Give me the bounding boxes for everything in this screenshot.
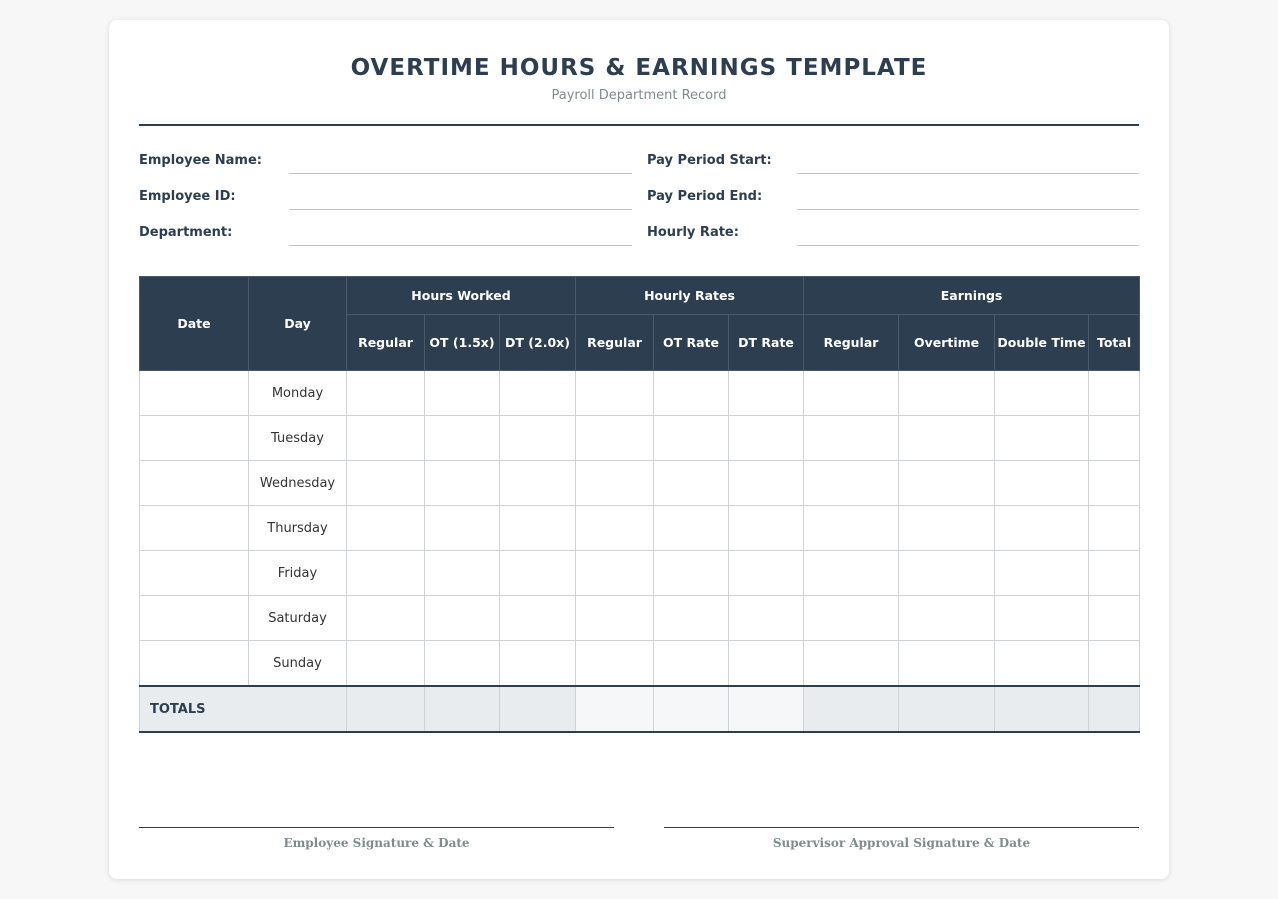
employee-id-label: Employee ID: bbox=[139, 189, 236, 204]
total-earnings-regular-cell[interactable] bbox=[804, 686, 899, 732]
hours-ot-cell[interactable] bbox=[425, 371, 500, 416]
earnings-double-time-cell[interactable] bbox=[995, 641, 1089, 687]
rate-regular-cell[interactable] bbox=[576, 596, 654, 641]
page-title: OVERTIME HOURS & EARNINGS TEMPLATE bbox=[350, 55, 928, 81]
hours-regular-cell[interactable] bbox=[347, 371, 425, 416]
rate-regular-cell[interactable] bbox=[576, 506, 654, 551]
supervisor-signature-line[interactable] bbox=[664, 827, 1139, 828]
hours-regular-cell[interactable] bbox=[347, 641, 425, 687]
day-cell: Thursday bbox=[249, 506, 347, 551]
earnings-regular-cell[interactable] bbox=[804, 506, 899, 551]
earnings-overtime-cell[interactable] bbox=[899, 596, 995, 641]
page-subtitle: Payroll Department Record bbox=[551, 88, 727, 103]
column-header-earnings-total: Total bbox=[1089, 315, 1140, 371]
column-header-earnings-overtime: Overtime bbox=[899, 315, 995, 371]
earnings-double-time-cell[interactable] bbox=[995, 596, 1089, 641]
rate-ot-cell[interactable] bbox=[654, 506, 729, 551]
earnings-total-cell[interactable] bbox=[1089, 461, 1140, 506]
hourly-rate-label: Hourly Rate: bbox=[647, 225, 739, 240]
column-header-rate-dt: DT Rate bbox=[729, 315, 804, 371]
earnings-double-time-cell[interactable] bbox=[995, 551, 1089, 596]
employee-name-label: Employee Name: bbox=[139, 153, 262, 168]
supervisor-signature-block bbox=[664, 827, 1139, 850]
date-cell[interactable] bbox=[140, 416, 249, 461]
column-header-hours-ot: OT (1.5x) bbox=[425, 315, 500, 371]
earnings-total-cell[interactable] bbox=[1089, 506, 1140, 551]
info-row-3 bbox=[139, 216, 1139, 252]
earnings-regular-cell[interactable] bbox=[804, 551, 899, 596]
table-row bbox=[140, 506, 1140, 551]
earnings-total-cell[interactable] bbox=[1089, 641, 1140, 687]
column-header-rate-regular: Regular bbox=[576, 315, 654, 371]
timesheet-card bbox=[109, 20, 1169, 879]
column-header-earnings-regular: Regular bbox=[804, 315, 899, 371]
column-header-date: Date bbox=[140, 277, 249, 371]
earnings-overtime-cell[interactable] bbox=[899, 371, 995, 416]
column-header-rate-ot: OT Rate bbox=[654, 315, 729, 371]
table-row bbox=[140, 416, 1140, 461]
date-cell[interactable] bbox=[140, 641, 249, 687]
earnings-total-cell[interactable] bbox=[1089, 371, 1140, 416]
pay-period-end-label: Pay Period End: bbox=[647, 189, 763, 204]
earnings-regular-cell[interactable] bbox=[804, 641, 899, 687]
hours-dt-cell[interactable] bbox=[500, 461, 576, 506]
earnings-overtime-cell[interactable] bbox=[899, 461, 995, 506]
hours-dt-cell[interactable] bbox=[500, 596, 576, 641]
earnings-regular-cell[interactable] bbox=[804, 461, 899, 506]
hours-dt-cell[interactable] bbox=[500, 551, 576, 596]
total-hours-ot-cell[interactable] bbox=[425, 686, 500, 732]
rate-ot-cell[interactable] bbox=[654, 461, 729, 506]
earnings-total-cell[interactable] bbox=[1089, 551, 1140, 596]
earnings-regular-cell[interactable] bbox=[804, 371, 899, 416]
rate-regular-cell[interactable] bbox=[576, 416, 654, 461]
total-earnings-overtime-cell[interactable] bbox=[899, 686, 995, 732]
earnings-overtime-cell[interactable] bbox=[899, 641, 995, 687]
totals-label: TOTALS bbox=[140, 686, 347, 732]
total-rate-regular-cell bbox=[576, 686, 654, 732]
hours-ot-cell[interactable] bbox=[425, 416, 500, 461]
hours-regular-cell[interactable] bbox=[347, 551, 425, 596]
overtime-table bbox=[139, 276, 1140, 733]
day-cell: Monday bbox=[249, 371, 347, 416]
hours-regular-cell[interactable] bbox=[347, 596, 425, 641]
hours-dt-cell[interactable] bbox=[500, 506, 576, 551]
hours-ot-cell[interactable] bbox=[425, 596, 500, 641]
employee-signature-label: Employee Signature & Date bbox=[283, 836, 470, 850]
date-cell[interactable] bbox=[140, 596, 249, 641]
totals-row bbox=[140, 686, 1140, 732]
group-header-earnings: Earnings bbox=[804, 277, 1140, 315]
table-group-header-row bbox=[140, 277, 1140, 315]
date-cell[interactable] bbox=[140, 371, 249, 416]
total-rate-dt-cell bbox=[729, 686, 804, 732]
rate-dt-cell[interactable] bbox=[729, 596, 804, 641]
hours-regular-cell[interactable] bbox=[347, 506, 425, 551]
column-header-hours-dt: DT (2.0x) bbox=[500, 315, 576, 371]
earnings-total-cell[interactable] bbox=[1089, 416, 1140, 461]
department-field[interactable] bbox=[289, 245, 632, 246]
day-cell: Friday bbox=[249, 551, 347, 596]
day-cell: Sunday bbox=[249, 641, 347, 687]
rate-ot-cell[interactable] bbox=[654, 641, 729, 687]
rate-regular-cell[interactable] bbox=[576, 461, 654, 506]
column-header-hours-regular: Regular bbox=[347, 315, 425, 371]
day-cell: Saturday bbox=[249, 596, 347, 641]
pay-period-start-field[interactable] bbox=[797, 173, 1139, 174]
date-cell[interactable] bbox=[140, 461, 249, 506]
rate-ot-cell[interactable] bbox=[654, 551, 729, 596]
column-header-day: Day bbox=[249, 277, 347, 371]
table-row bbox=[140, 371, 1140, 416]
employee-signature-line[interactable] bbox=[139, 827, 614, 828]
rate-regular-cell[interactable] bbox=[576, 641, 654, 687]
pay-period-end-field[interactable] bbox=[797, 209, 1139, 210]
table-row bbox=[140, 641, 1140, 687]
day-cell: Wednesday bbox=[249, 461, 347, 506]
hours-dt-cell[interactable] bbox=[500, 416, 576, 461]
rate-regular-cell[interactable] bbox=[576, 371, 654, 416]
table-row bbox=[140, 551, 1140, 596]
pay-period-start-label: Pay Period Start: bbox=[647, 153, 772, 168]
date-cell[interactable] bbox=[140, 551, 249, 596]
rate-ot-cell[interactable] bbox=[654, 371, 729, 416]
employee-id-field[interactable] bbox=[289, 209, 632, 210]
earnings-double-time-cell[interactable] bbox=[995, 371, 1089, 416]
info-row-1 bbox=[139, 144, 1139, 180]
group-header-hours-worked: Hours Worked bbox=[347, 277, 576, 315]
info-row-2 bbox=[139, 180, 1139, 216]
hours-regular-cell[interactable] bbox=[347, 461, 425, 506]
department-label: Department: bbox=[139, 225, 233, 240]
earnings-double-time-cell[interactable] bbox=[995, 416, 1089, 461]
hours-ot-cell[interactable] bbox=[425, 551, 500, 596]
column-header-earnings-double-time: Double Time bbox=[995, 315, 1089, 371]
hours-dt-cell[interactable] bbox=[500, 641, 576, 687]
rate-ot-cell[interactable] bbox=[654, 596, 729, 641]
earnings-overtime-cell[interactable] bbox=[899, 416, 995, 461]
rate-ot-cell[interactable] bbox=[654, 416, 729, 461]
hourly-rate-field[interactable] bbox=[797, 245, 1139, 246]
earnings-overtime-cell[interactable] bbox=[899, 506, 995, 551]
rate-dt-cell[interactable] bbox=[729, 461, 804, 506]
group-header-hourly-rates: Hourly Rates bbox=[576, 277, 804, 315]
date-cell[interactable] bbox=[140, 506, 249, 551]
total-earnings-double-time-cell[interactable] bbox=[995, 686, 1089, 732]
supervisor-signature-label: Supervisor Approval Signature & Date bbox=[772, 836, 1031, 850]
table-row bbox=[140, 596, 1140, 641]
earnings-regular-cell[interactable] bbox=[804, 596, 899, 641]
hours-regular-cell[interactable] bbox=[347, 416, 425, 461]
earnings-overtime-cell[interactable] bbox=[899, 551, 995, 596]
rate-dt-cell[interactable] bbox=[729, 551, 804, 596]
total-hours-regular-cell[interactable] bbox=[347, 686, 425, 732]
rate-dt-cell[interactable] bbox=[729, 371, 804, 416]
total-hours-dt-cell[interactable] bbox=[500, 686, 576, 732]
employee-info-section bbox=[139, 126, 1139, 246]
employee-name-field[interactable] bbox=[289, 173, 632, 174]
earnings-total-cell[interactable] bbox=[1089, 596, 1140, 641]
hours-ot-cell[interactable] bbox=[425, 506, 500, 551]
rate-regular-cell[interactable] bbox=[576, 551, 654, 596]
rate-dt-cell[interactable] bbox=[729, 416, 804, 461]
hours-ot-cell[interactable] bbox=[425, 641, 500, 687]
total-rate-ot-cell bbox=[654, 686, 729, 732]
hours-dt-cell[interactable] bbox=[500, 371, 576, 416]
earnings-double-time-cell[interactable] bbox=[995, 461, 1089, 506]
employee-signature-block bbox=[139, 827, 614, 850]
rate-dt-cell[interactable] bbox=[729, 641, 804, 687]
earnings-regular-cell[interactable] bbox=[804, 416, 899, 461]
rate-dt-cell[interactable] bbox=[729, 506, 804, 551]
table-row bbox=[140, 461, 1140, 506]
hours-ot-cell[interactable] bbox=[425, 461, 500, 506]
earnings-double-time-cell[interactable] bbox=[995, 506, 1089, 551]
total-earnings-total-cell[interactable] bbox=[1089, 686, 1140, 732]
timesheet-content bbox=[139, 20, 1139, 850]
day-cell: Tuesday bbox=[249, 416, 347, 461]
